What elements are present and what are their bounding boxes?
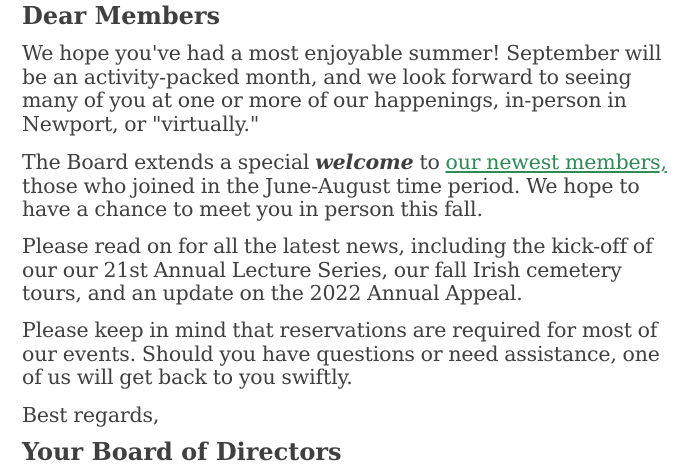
welcome-paragraph	[22, 151, 694, 222]
newest-members-link[interactable]: our newest members,	[445, 150, 667, 174]
text-line: of us will get back to you swiftly.	[22, 365, 353, 390]
text-line: many of you at one or more of our happenings, in-person in	[22, 88, 627, 113]
welcome-emphasis: welcome	[315, 150, 414, 174]
text-line: Newport, or "virtually."	[22, 112, 260, 137]
text-line: We hope you've had a most enjoyable summer! September will	[22, 41, 662, 65]
reservations-paragraph	[22, 319, 694, 390]
text-line: tours, and an update on the 2022 Annual Appeal.	[22, 281, 523, 306]
text-line: those who joined in the June-August time period. We hope to	[22, 173, 640, 198]
text-line: our events. Should you have questions or need assistance, one	[22, 341, 660, 366]
text-line: be an activity-packed month, and we look forward to seeing	[22, 64, 632, 89]
greeting-heading: Dear Members	[22, 1, 221, 30]
welcome-text-mid: to	[413, 150, 446, 174]
welcome-text-start: The Board extends a special	[22, 150, 316, 174]
text-line: have a chance to meet you in person this fall.	[22, 197, 483, 222]
text-line: Please keep in mind that reservations are required for most of	[22, 318, 658, 342]
text-line	[22, 151, 694, 175]
closing-text: Best regards,	[22, 403, 160, 427]
closing-line	[22, 404, 694, 428]
intro-paragraph	[22, 42, 694, 137]
news-paragraph	[22, 235, 694, 306]
text-line: our our 21st Annual Lecture Series, our fall Irish cemetery	[22, 257, 622, 282]
text-line: Please read on for all the latest news, including the kick-off of	[22, 234, 653, 258]
signature-heading: Your Board of Directors	[22, 437, 342, 466]
